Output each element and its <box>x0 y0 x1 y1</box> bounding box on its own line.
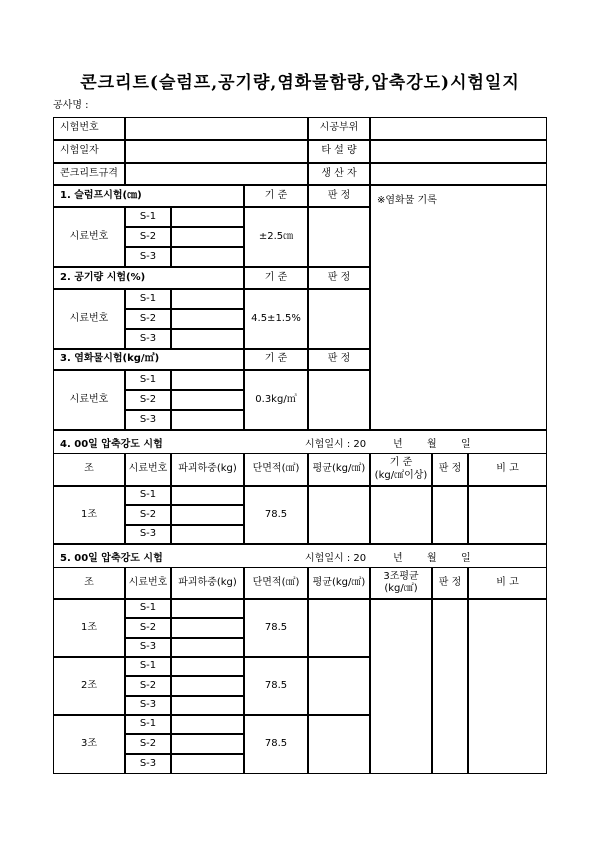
comp5-g1-s3-load[interactable] <box>171 638 244 657</box>
comp4-s3-load[interactable] <box>171 525 244 544</box>
comp5-g1-s3-label: S-3 <box>125 638 171 657</box>
comp4-criteria-field[interactable] <box>370 486 432 544</box>
comp4-group1-label: 1조 <box>53 486 125 544</box>
comp4-s1-label: S-1 <box>125 486 171 505</box>
air-judgment-header: 판 정 <box>308 267 370 289</box>
page-title: 콘크리트(슬럼프,공기량,염화물함량,압축강도)시험일지 <box>80 73 520 93</box>
site-label: 시공부위 <box>308 117 370 140</box>
chloride-s1-label: S-1 <box>125 370 171 390</box>
comp5-g3-s3-load[interactable] <box>171 754 244 774</box>
comp5-avg3-line1: 3조평균 <box>383 570 419 582</box>
comp5-group-header: 조 <box>53 567 125 599</box>
comp4-area-value: 78.5 <box>244 486 308 544</box>
comp5-area-header: 단면적(㎠) <box>244 567 308 599</box>
comp5-g2-s1-label: S-1 <box>125 657 171 676</box>
comp5-judgment-field[interactable] <box>432 599 468 774</box>
comp4-s1-load[interactable] <box>171 486 244 505</box>
comp5-group1-label: 1조 <box>53 599 125 657</box>
chloride-s3-value[interactable] <box>171 410 244 430</box>
air-sample-label: 시료번호 <box>53 289 125 349</box>
test-date-label: 시험일자 <box>53 140 125 163</box>
air-s1-value[interactable] <box>171 289 244 309</box>
slump-criteria-value: ±2.5㎝ <box>244 207 308 267</box>
comp5-avg3-header <box>370 567 432 599</box>
comp4-s3-label: S-3 <box>125 525 171 544</box>
pour-qty-label: 타 설 량 <box>308 140 370 163</box>
comp4-load-header: 파괴하중(kg) <box>171 453 244 486</box>
comp5-g3-average-field[interactable] <box>308 715 370 774</box>
comp5-g3-s2-load[interactable] <box>171 734 244 754</box>
comp5-g3-s1-label: S-1 <box>125 715 171 734</box>
comp4-group-header: 조 <box>53 453 125 486</box>
site-field[interactable] <box>370 117 547 140</box>
chloride-criteria-header: 기 준 <box>244 349 308 370</box>
pour-qty-field[interactable] <box>370 140 547 163</box>
comp5-g2-s3-label: S-3 <box>125 696 171 715</box>
test-no-field[interactable] <box>125 117 308 140</box>
comp5-group3-label: 3조 <box>53 715 125 774</box>
comp5-judgment-header: 판 정 <box>432 567 468 599</box>
comp5-g1-area-value: 78.5 <box>244 599 308 657</box>
comp5-g2-average-field[interactable] <box>308 657 370 715</box>
air-header: 2. 공기량 시험(%) <box>53 267 244 289</box>
test-date-field[interactable] <box>125 140 308 163</box>
comp5-g2-s3-load[interactable] <box>171 696 244 715</box>
comp5-g1-average-field[interactable] <box>308 599 370 657</box>
comp5-g2-s1-load[interactable] <box>171 657 244 676</box>
chloride-criteria-value: 0.3kg/㎥ <box>244 370 308 430</box>
comp5-g3-s2-label: S-2 <box>125 734 171 754</box>
comp5-g1-s1-label: S-1 <box>125 599 171 618</box>
comp5-g1-s2-label: S-2 <box>125 618 171 638</box>
slump-s2-value[interactable] <box>171 227 244 247</box>
slump-s3-value[interactable] <box>171 247 244 267</box>
project-name-label: 공사명 : <box>53 100 89 111</box>
comp5-g2-s2-label: S-2 <box>125 676 171 696</box>
comp5-group2-label: 2조 <box>53 657 125 715</box>
comp4-s2-load[interactable] <box>171 505 244 525</box>
air-criteria-header: 기 준 <box>244 267 308 289</box>
slump-s2-label: S-2 <box>125 227 171 247</box>
comp4-average-field[interactable] <box>308 486 370 544</box>
chloride-s2-label: S-2 <box>125 390 171 410</box>
comp4-criteria-line2: (kg/㎠이상) <box>374 469 428 481</box>
comp5-avg3-line2: (kg/㎠) <box>384 583 418 594</box>
slump-criteria-header: 기 준 <box>244 185 308 207</box>
comp5-g3-area-value: 78.5 <box>244 715 308 774</box>
comp4-year-label: 년 <box>393 439 403 450</box>
comp4-remarks-header: 비 고 <box>468 453 547 486</box>
air-s3-value[interactable] <box>171 329 244 349</box>
concrete-spec-field[interactable] <box>125 163 308 185</box>
comp5-remarks-header: 비 고 <box>468 567 547 599</box>
comp4-test-date-label: 시험일시 : 20 <box>305 439 367 450</box>
slump-header: 1. 슬럼프시험(㎝) <box>53 185 244 207</box>
air-s1-label: S-1 <box>125 289 171 309</box>
slump-s1-label: S-1 <box>125 207 171 227</box>
slump-s3-label: S-3 <box>125 247 171 267</box>
air-criteria-value: 4.5±1.5% <box>244 289 308 349</box>
comp5-month-label: 월 <box>427 553 437 564</box>
comp4-header: 4. 00일 압축강도 시험 <box>60 439 163 450</box>
slump-judgment-field[interactable] <box>308 207 370 267</box>
comp5-g2-area-value: 78.5 <box>244 657 308 715</box>
concrete-spec-label: 콘크리트규격 <box>53 163 125 185</box>
comp5-g1-s1-load[interactable] <box>171 599 244 618</box>
air-s2-value[interactable] <box>171 309 244 329</box>
slump-judgment-header: 판 정 <box>308 185 370 207</box>
comp4-judgment-header: 판 정 <box>432 453 468 486</box>
air-s2-label: S-2 <box>125 309 171 329</box>
comp5-day-label: 일 <box>461 553 471 564</box>
test-no-label: 시험번호 <box>53 117 125 140</box>
slump-sample-label: 시료번호 <box>53 207 125 267</box>
comp4-s2-label: S-2 <box>125 505 171 525</box>
comp4-criteria-line1: 기 준 <box>389 457 413 468</box>
comp5-remarks-field[interactable] <box>468 599 547 774</box>
comp5-load-header: 파괴하중(kg) <box>171 567 244 599</box>
comp5-g1-s2-load[interactable] <box>171 618 244 638</box>
comp5-g3-s1-load[interactable] <box>171 715 244 734</box>
comp4-month-label: 월 <box>427 439 437 450</box>
chloride-s2-value[interactable] <box>171 390 244 410</box>
comp4-area-header: 단면적(㎠) <box>244 453 308 486</box>
producer-field[interactable] <box>370 163 547 185</box>
slump-s1-value[interactable] <box>171 207 244 227</box>
comp5-g2-s2-load[interactable] <box>171 676 244 696</box>
comp5-average-header: 평균(kg/㎠) <box>308 567 370 599</box>
comp5-avg3-field[interactable] <box>370 599 432 774</box>
chloride-s1-value[interactable] <box>171 370 244 390</box>
chloride-note: ※염화물 기록 <box>370 185 547 430</box>
comp4-sample-header: 시료번호 <box>125 453 171 486</box>
comp5-header: 5. 00일 압축강도 시험 <box>60 553 163 564</box>
comp5-g3-s3-label: S-3 <box>125 754 171 774</box>
comp4-criteria-header <box>370 453 432 486</box>
chloride-s3-label: S-3 <box>125 410 171 430</box>
comp5-sample-header: 시료번호 <box>125 567 171 599</box>
chloride-judgment-header: 판 정 <box>308 349 370 370</box>
comp4-average-header: 평균(kg/㎠) <box>308 453 370 486</box>
air-judgment-field[interactable] <box>308 289 370 349</box>
comp5-test-date-label: 시험일시 : 20 <box>305 553 367 564</box>
comp5-year-label: 년 <box>393 553 403 564</box>
producer-label: 생 산 자 <box>308 163 370 185</box>
comp4-day-label: 일 <box>461 439 471 450</box>
comp4-remarks-field[interactable] <box>468 486 547 544</box>
comp4-judgment-field[interactable] <box>432 486 468 544</box>
chloride-judgment-field[interactable] <box>308 370 370 430</box>
chloride-sample-label: 시료번호 <box>53 370 125 430</box>
chloride-header: 3. 염화물시험(kg/㎥) <box>53 349 244 370</box>
air-s3-label: S-3 <box>125 329 171 349</box>
